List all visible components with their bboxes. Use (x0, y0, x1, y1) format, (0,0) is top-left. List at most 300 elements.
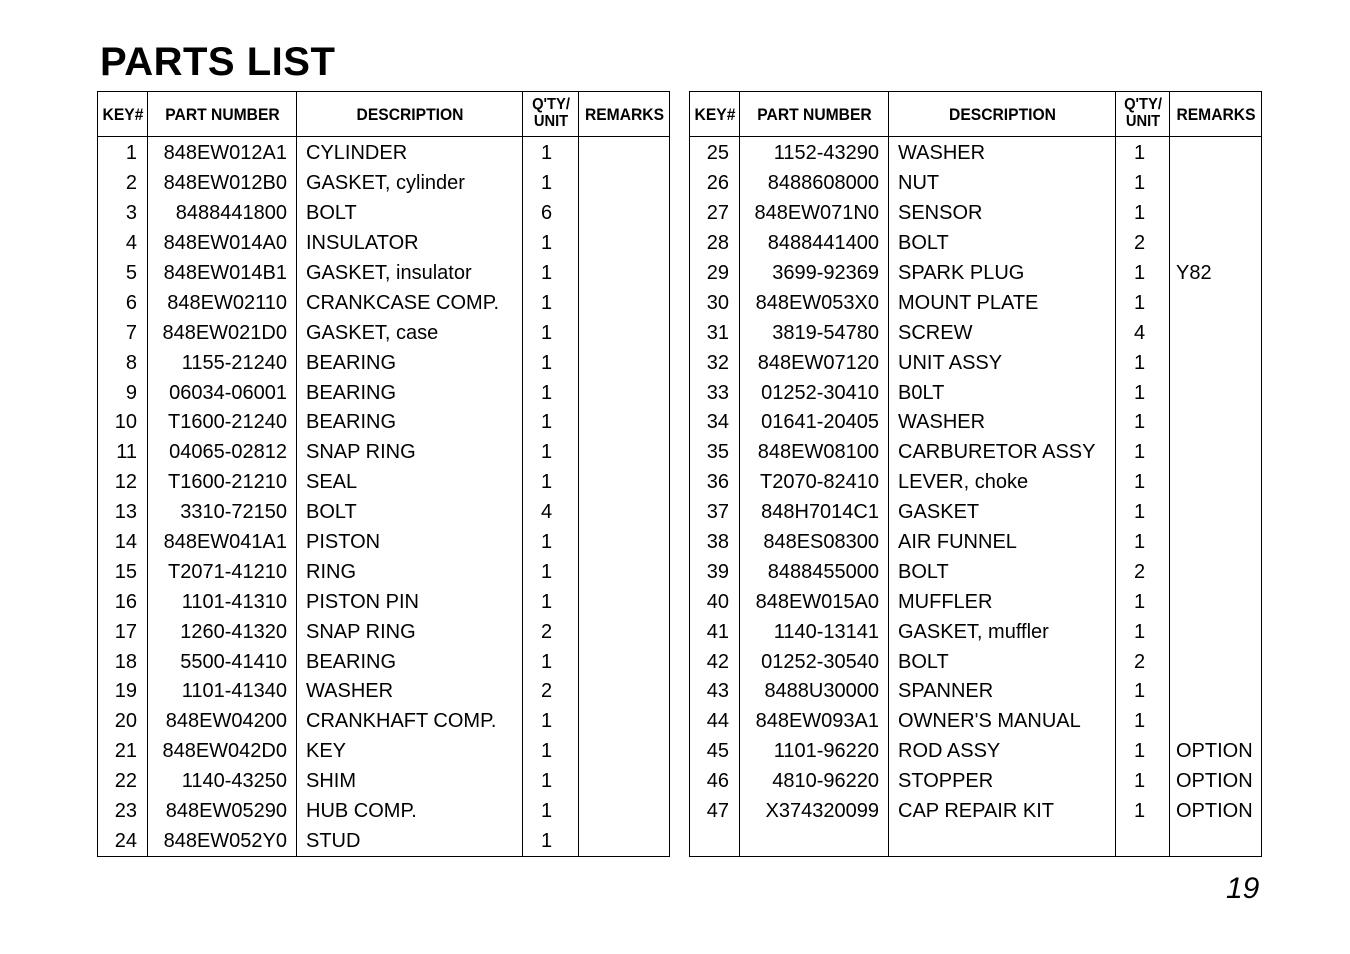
table-row (690, 767, 1262, 797)
cell-key: 29 (690, 259, 740, 289)
table-row (98, 318, 670, 348)
cell-key: 13 (98, 498, 148, 528)
cell-key: 41 (690, 617, 740, 647)
cell-part-number: 01252-30410 (740, 378, 889, 408)
cell-key: 38 (690, 528, 740, 558)
cell-description: SCREW (889, 318, 1116, 348)
cell-description: SPARK PLUG (889, 259, 1116, 289)
cell-part-number: X374320099 (740, 797, 889, 827)
cell-description: RING (297, 557, 523, 587)
table-row (690, 259, 1262, 289)
cell-key: 20 (98, 707, 148, 737)
cell-key: 8 (98, 348, 148, 378)
cell-key: 23 (98, 797, 148, 827)
cell-description: WASHER (297, 677, 523, 707)
cell-qty: 1 (523, 557, 579, 587)
cell-description (889, 826, 1116, 856)
cell-key: 15 (98, 557, 148, 587)
header-qty (525, 92, 577, 137)
cell-part-number: 848EW053X0 (740, 288, 889, 318)
cell-remarks: OPTION (1176, 740, 1253, 763)
cell-remarks (579, 826, 670, 856)
cell-key: 24 (98, 826, 148, 856)
cell-part-number: 848EW015A0 (740, 587, 889, 617)
cell-qty: 1 (1116, 737, 1170, 767)
cell-description: CRANKCASE COMP. (297, 288, 523, 318)
cell-description: SPANNER (889, 677, 1116, 707)
cell-remarks (579, 169, 670, 199)
cell-part-number: 848EW021D0 (148, 318, 297, 348)
header-qty-line2: UNIT (533, 113, 568, 130)
cell-remarks (579, 557, 670, 587)
cell-remarks (1170, 438, 1262, 468)
cell-description: KEY (297, 737, 523, 767)
table-row (690, 587, 1262, 617)
cell-remarks: OPTION (1176, 770, 1253, 793)
cell-description: GASKET, muffler (889, 617, 1116, 647)
cell-qty: 1 (1116, 468, 1170, 498)
table-row (98, 259, 670, 289)
cell-key: 46 (690, 767, 740, 797)
cell-qty: 1 (523, 737, 579, 767)
cell-qty: 1 (1116, 137, 1170, 169)
cell-remarks (579, 438, 670, 468)
table-row (98, 587, 670, 617)
cell-qty: 1 (523, 438, 579, 468)
table-header-row (690, 92, 1262, 137)
cell-description: ROD ASSY (889, 737, 1116, 767)
table-row (98, 528, 670, 558)
cell-part-number (740, 826, 889, 856)
cell-remarks (1170, 229, 1262, 259)
cell-description: NUT (889, 169, 1116, 199)
cell-part-number: 01641-20405 (740, 408, 889, 438)
cell-part-number: 4810-96220 (740, 767, 889, 797)
table-row (690, 498, 1262, 528)
cell-qty: 1 (523, 288, 579, 318)
cell-qty: 1 (523, 229, 579, 259)
cell-part-number: 3699-92369 (740, 259, 889, 289)
cell-remarks (579, 498, 670, 528)
cell-description: WASHER (889, 137, 1116, 169)
cell-description: GASKET (889, 498, 1116, 528)
cell-qty (1116, 826, 1170, 856)
table-row (98, 647, 670, 677)
cell-qty: 1 (523, 259, 579, 289)
cell-description: STUD (297, 826, 523, 856)
cell-key: 14 (98, 528, 148, 558)
cell-remarks (579, 259, 670, 289)
cell-qty: 1 (1116, 528, 1170, 558)
cell-qty: 1 (523, 137, 579, 169)
header-part-number: PART NUMBER (745, 92, 882, 137)
cell-part-number: 848EW014A0 (148, 229, 297, 259)
cell-description: PISTON (297, 528, 523, 558)
cell-key: 33 (690, 378, 740, 408)
cell-description: BOLT (889, 557, 1116, 587)
cell-remarks (1170, 647, 1262, 677)
cell-key (690, 826, 740, 856)
cell-remarks (1170, 137, 1262, 169)
cell-description: INSULATOR (297, 229, 523, 259)
cell-qty: 1 (1116, 378, 1170, 408)
cell-description: WASHER (889, 408, 1116, 438)
cell-qty: 1 (1116, 199, 1170, 229)
header-key: KEY# (692, 92, 738, 137)
cell-part-number: 8488455000 (740, 557, 889, 587)
cell-part-number: T2070-82410 (740, 468, 889, 498)
cell-key: 11 (98, 438, 148, 468)
cell-remarks (1170, 617, 1262, 647)
table-row (98, 199, 670, 229)
cell-description: OWNER'S MANUAL (889, 707, 1116, 737)
cell-qty: 1 (523, 707, 579, 737)
cell-key: 31 (690, 318, 740, 348)
cell-description: CYLINDER (297, 137, 523, 169)
table-row (690, 617, 1262, 647)
cell-part-number: 5500-41410 (148, 647, 297, 677)
cell-part-number: 848EW093A1 (740, 707, 889, 737)
cell-key: 10 (98, 408, 148, 438)
cell-qty: 1 (523, 378, 579, 408)
table-row (98, 137, 670, 169)
cell-key: 40 (690, 587, 740, 617)
cell-part-number: T1600-21210 (148, 468, 297, 498)
cell-part-number: 3310-72150 (148, 498, 297, 528)
cell-remarks (1170, 677, 1262, 707)
cell-part-number: 04065-02812 (148, 438, 297, 468)
cell-key: 12 (98, 468, 148, 498)
cell-qty: 1 (523, 528, 579, 558)
table-row (98, 797, 670, 827)
cell-description: MOUNT PLATE (889, 288, 1116, 318)
table-row (98, 229, 670, 259)
parts-table-right (689, 91, 1262, 857)
cell-remarks: Y82 (1176, 262, 1212, 284)
cell-qty: 2 (1116, 647, 1170, 677)
cell-description: BOLT (889, 647, 1116, 677)
cell-remarks (579, 318, 670, 348)
cell-qty: 1 (523, 318, 579, 348)
table-row (98, 468, 670, 498)
cell-key: 27 (690, 199, 740, 229)
cell-remarks (579, 617, 670, 647)
cell-remarks (1170, 378, 1262, 408)
cell-key: 35 (690, 438, 740, 468)
parts-table-left-body (98, 137, 670, 857)
cell-remarks (1170, 826, 1262, 856)
cell-part-number: 848ES08300 (740, 528, 889, 558)
cell-qty: 6 (523, 199, 579, 229)
cell-remarks (1170, 587, 1262, 617)
header-remarks: REMARKS (582, 92, 666, 137)
cell-qty: 1 (1116, 797, 1170, 827)
cell-description: B0LT (889, 378, 1116, 408)
table-row (690, 169, 1262, 199)
cell-key: 2 (98, 169, 148, 199)
cell-qty: 1 (523, 797, 579, 827)
cell-description: CAP REPAIR KIT (889, 797, 1116, 827)
cell-qty: 1 (1116, 617, 1170, 647)
cell-description: GASKET, insulator (297, 259, 523, 289)
cell-qty: 1 (1116, 707, 1170, 737)
cell-part-number: 06034-06001 (148, 378, 297, 408)
cell-key: 43 (690, 677, 740, 707)
cell-remarks (579, 707, 670, 737)
cell-part-number: 848EW071N0 (740, 199, 889, 229)
cell-part-number: 848EW05290 (148, 797, 297, 827)
cell-qty: 1 (1116, 438, 1170, 468)
table-row (690, 826, 1262, 856)
cell-key: 32 (690, 348, 740, 378)
cell-remarks (1170, 557, 1262, 587)
cell-remarks (1170, 169, 1262, 199)
cell-remarks (1170, 288, 1262, 318)
cell-key: 34 (690, 408, 740, 438)
table-row (690, 468, 1262, 498)
cell-key: 26 (690, 169, 740, 199)
parts-table-right-body (690, 137, 1262, 857)
cell-qty: 1 (1116, 767, 1170, 797)
cell-part-number: 1155-21240 (148, 348, 297, 378)
table-row (98, 169, 670, 199)
cell-qty: 1 (1116, 348, 1170, 378)
table-row (690, 348, 1262, 378)
cell-part-number: 848EW041A1 (148, 528, 297, 558)
cell-remarks (1170, 707, 1262, 737)
parts-table-left (97, 91, 670, 857)
table-row (690, 707, 1262, 737)
table-row (690, 137, 1262, 169)
cell-key: 9 (98, 378, 148, 408)
cell-qty: 1 (523, 348, 579, 378)
cell-part-number: 1140-13141 (740, 617, 889, 647)
table-row (690, 797, 1262, 827)
table-row (98, 707, 670, 737)
cell-description: UNIT ASSY (889, 348, 1116, 378)
table-row (690, 528, 1262, 558)
table-row (690, 229, 1262, 259)
table-row (98, 677, 670, 707)
cell-remarks (1170, 468, 1262, 498)
header-qty-line2: UNIT (1125, 113, 1160, 130)
cell-remarks (579, 378, 670, 408)
table-row (690, 557, 1262, 587)
cell-key: 17 (98, 617, 148, 647)
cell-qty: 1 (1116, 587, 1170, 617)
cell-key: 21 (98, 737, 148, 767)
page-title: PARTS LIST (100, 40, 336, 84)
cell-description: GASKET, case (297, 318, 523, 348)
table-row (98, 438, 670, 468)
cell-remarks (579, 797, 670, 827)
cell-key: 6 (98, 288, 148, 318)
cell-description: BEARING (297, 348, 523, 378)
cell-qty: 1 (523, 767, 579, 797)
cell-key: 16 (98, 587, 148, 617)
cell-key: 3 (98, 199, 148, 229)
cell-description: BOLT (889, 229, 1116, 259)
table-row (98, 498, 670, 528)
cell-description: LEVER, choke (889, 468, 1116, 498)
cell-part-number: 3819-54780 (740, 318, 889, 348)
cell-qty: 1 (1116, 288, 1170, 318)
cell-part-number: 1140-43250 (148, 767, 297, 797)
cell-remarks (579, 528, 670, 558)
header-key: KEY# (100, 92, 146, 137)
cell-remarks (579, 137, 670, 169)
cell-key: 7 (98, 318, 148, 348)
cell-part-number: 8488608000 (740, 169, 889, 199)
cell-remarks (1170, 408, 1262, 438)
cell-description: SNAP RING (297, 438, 523, 468)
cell-remarks: OPTION (1176, 800, 1253, 823)
cell-part-number: 848EW012A1 (148, 137, 297, 169)
cell-key: 4 (98, 229, 148, 259)
cell-part-number: 8488U30000 (740, 677, 889, 707)
cell-remarks (579, 229, 670, 259)
cell-key: 45 (690, 737, 740, 767)
cell-key: 18 (98, 647, 148, 677)
cell-qty: 2 (1116, 557, 1170, 587)
table-row (98, 557, 670, 587)
cell-qty: 1 (1116, 498, 1170, 528)
cell-qty: 1 (523, 826, 579, 856)
cell-qty: 4 (523, 498, 579, 528)
cell-qty: 1 (523, 647, 579, 677)
table-row (98, 288, 670, 318)
cell-remarks (579, 199, 670, 229)
cell-part-number: 848EW012B0 (148, 169, 297, 199)
header-description: DESCRIPTION (898, 92, 1107, 137)
table-row (690, 378, 1262, 408)
cell-key: 36 (690, 468, 740, 498)
cell-part-number: 848EW014B1 (148, 259, 297, 289)
cell-key: 19 (98, 677, 148, 707)
cell-qty: 1 (1116, 169, 1170, 199)
cell-qty: 2 (1116, 229, 1170, 259)
cell-description: BEARING (297, 378, 523, 408)
cell-part-number: 848EW02110 (148, 288, 297, 318)
cell-part-number: 848EW04200 (148, 707, 297, 737)
cell-description: BEARING (297, 647, 523, 677)
cell-qty: 1 (523, 587, 579, 617)
cell-key: 25 (690, 137, 740, 169)
cell-qty: 1 (1116, 259, 1170, 289)
table-row (690, 288, 1262, 318)
cell-part-number: 1101-41310 (148, 587, 297, 617)
cell-description: STOPPER (889, 767, 1116, 797)
header-remarks: REMARKS (1173, 92, 1258, 137)
cell-description: GASKET, cylinder (297, 169, 523, 199)
cell-remarks (579, 408, 670, 438)
cell-qty: 1 (1116, 408, 1170, 438)
cell-description: SEAL (297, 468, 523, 498)
cell-qty: 1 (523, 408, 579, 438)
table-row (690, 318, 1262, 348)
table-row (690, 408, 1262, 438)
cell-part-number: 01252-30540 (740, 647, 889, 677)
header-qty (1118, 92, 1168, 137)
cell-qty: 1 (523, 169, 579, 199)
cell-key: 5 (98, 259, 148, 289)
header-qty-line1: Q'TY/ (1123, 96, 1162, 114)
cell-part-number: 848EW08100 (740, 438, 889, 468)
cell-part-number: 1260-41320 (148, 617, 297, 647)
cell-remarks (579, 677, 670, 707)
table-header-row (98, 92, 670, 137)
page-number: 19 (1226, 872, 1260, 905)
cell-part-number: 8488441800 (148, 199, 297, 229)
table-row (690, 737, 1262, 767)
cell-part-number: 848H7014C1 (740, 498, 889, 528)
cell-description: SENSOR (889, 199, 1116, 229)
cell-key: 39 (690, 557, 740, 587)
cell-description: PISTON PIN (297, 587, 523, 617)
cell-description: CRANKHAFT COMP. (297, 707, 523, 737)
cell-description: HUB COMP. (297, 797, 523, 827)
cell-description: BOLT (297, 498, 523, 528)
cell-part-number: 848EW07120 (740, 348, 889, 378)
cell-remarks (1170, 199, 1262, 229)
table-row (690, 647, 1262, 677)
cell-description: SNAP RING (297, 617, 523, 647)
table-row (98, 408, 670, 438)
cell-key: 37 (690, 498, 740, 528)
cell-part-number: T2071-41210 (148, 557, 297, 587)
table-row (690, 199, 1262, 229)
cell-remarks (579, 647, 670, 677)
cell-remarks (579, 737, 670, 767)
cell-remarks (579, 767, 670, 797)
table-row (98, 767, 670, 797)
cell-qty: 2 (523, 677, 579, 707)
cell-description: AIR FUNNEL (889, 528, 1116, 558)
cell-part-number: 848EW052Y0 (148, 826, 297, 856)
cell-description: BEARING (297, 408, 523, 438)
cell-remarks (579, 468, 670, 498)
table-row (98, 348, 670, 378)
cell-key: 42 (690, 647, 740, 677)
header-qty-line1: Q'TY/ (531, 96, 570, 114)
cell-remarks (1170, 318, 1262, 348)
cell-description: CARBURETOR ASSY (889, 438, 1116, 468)
header-description: DESCRIPTION (306, 92, 514, 137)
cell-remarks (1170, 348, 1262, 378)
cell-key: 44 (690, 707, 740, 737)
cell-part-number: 1101-96220 (740, 737, 889, 767)
cell-remarks (1170, 528, 1262, 558)
cell-key: 1 (98, 137, 148, 169)
cell-part-number: 8488441400 (740, 229, 889, 259)
cell-description: BOLT (297, 199, 523, 229)
cell-description: MUFFLER (889, 587, 1116, 617)
cell-qty: 4 (1116, 318, 1170, 348)
cell-description: SHIM (297, 767, 523, 797)
table-row (98, 378, 670, 408)
header-part-number: PART NUMBER (153, 92, 290, 137)
table-row (690, 438, 1262, 468)
table-row (98, 737, 670, 767)
cell-remarks (1170, 498, 1262, 528)
cell-part-number: 1152-43290 (740, 137, 889, 169)
cell-remarks (579, 348, 670, 378)
cell-key: 30 (690, 288, 740, 318)
cell-qty: 1 (523, 468, 579, 498)
cell-remarks (579, 288, 670, 318)
cell-key: 22 (98, 767, 148, 797)
cell-part-number: 848EW042D0 (148, 737, 297, 767)
